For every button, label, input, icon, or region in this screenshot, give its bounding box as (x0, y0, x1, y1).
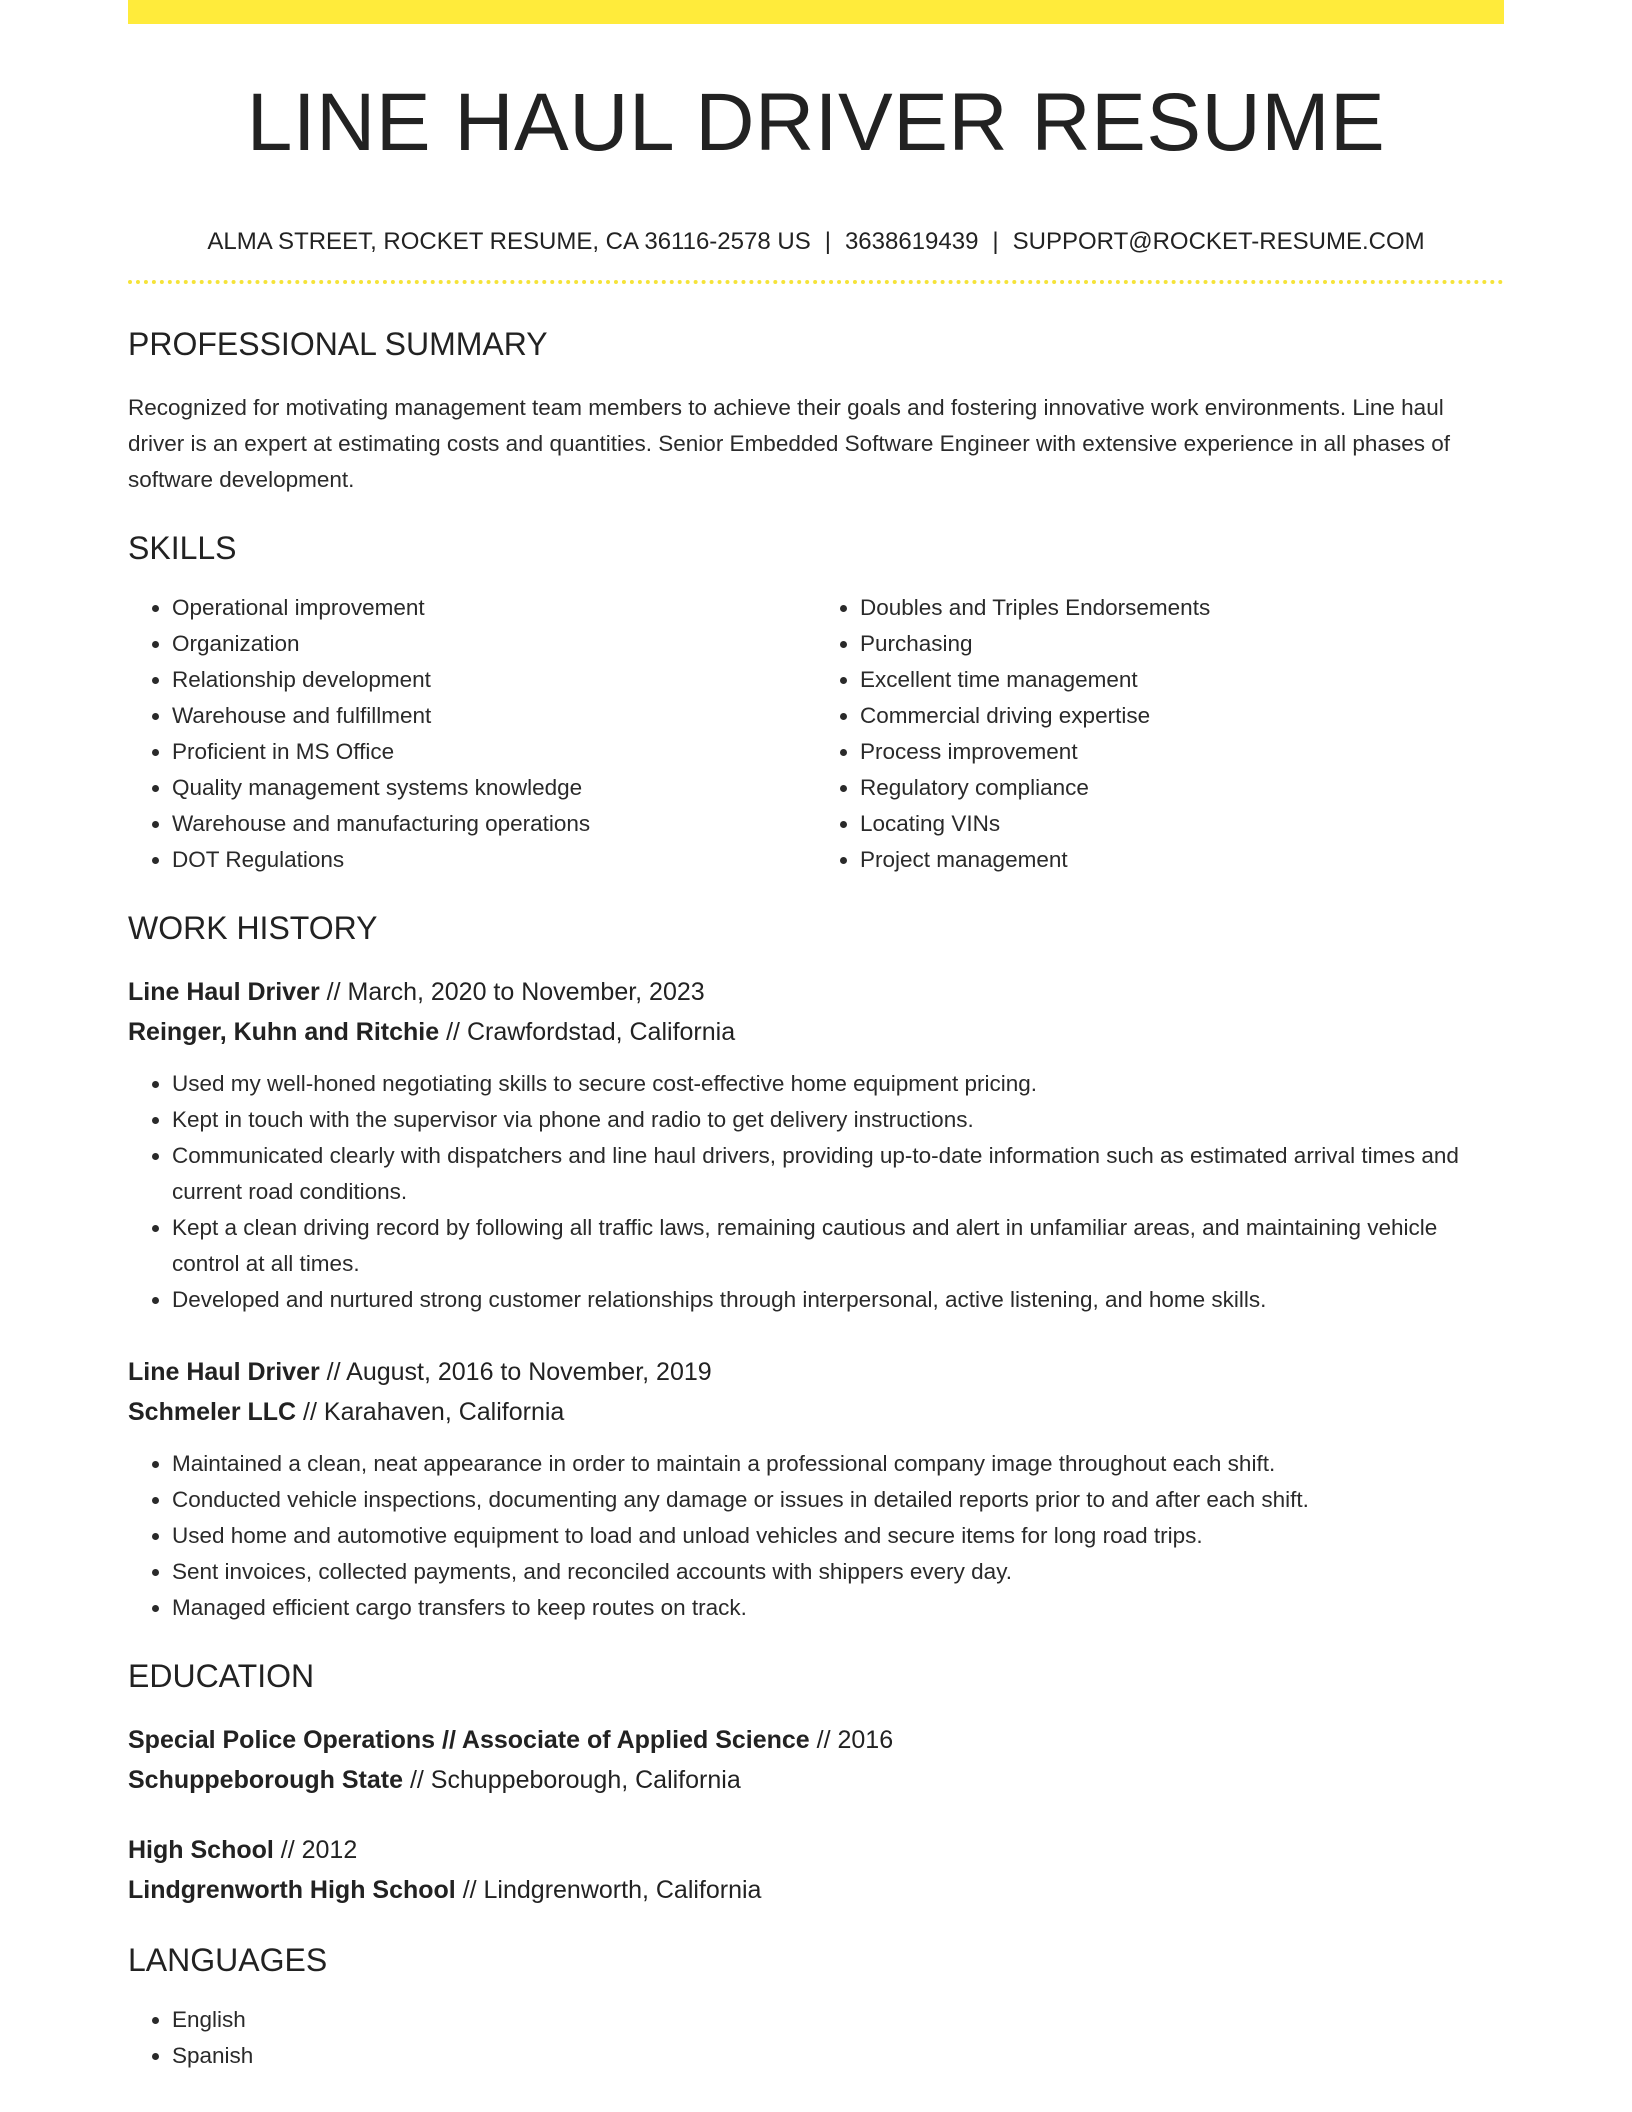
job-company-line (128, 1392, 1504, 1432)
contact-separator: | (992, 228, 999, 255)
skill-item: • Warehouse and manufacturing operations (172, 806, 816, 842)
education-school: Lindgrenworth High School (128, 1876, 456, 1904)
skill-item: • Commercial driving expertise (860, 698, 1504, 734)
education-entry (128, 1720, 1504, 1800)
job-bullet: • Communicated clearly with dispatchers and line haul drivers, providing up-to-date information such as estimated arrival times and current road conditions. (172, 1138, 1504, 1210)
top-accent-bar (128, 0, 1504, 24)
language-item: • Spanish (172, 2038, 1504, 2074)
skills-list-left (128, 590, 816, 878)
job-bullets (128, 1446, 1504, 1626)
skill-item: • Organization (172, 626, 816, 662)
job-title-line (128, 972, 1504, 1012)
job-title: Line Haul Driver (128, 1358, 320, 1386)
skill-item: • Warehouse and fulfillment (172, 698, 816, 734)
contact-email: SUPPORT@ROCKET-RESUME.COM (1012, 228, 1425, 255)
job-title: Line Haul Driver (128, 978, 320, 1006)
job-bullet: • Used home and automotive equipment to load and unload vehicles and secure items for long road trips. (172, 1518, 1504, 1554)
summary-text: Recognized for motivating management team members to achieve their goals and fostering innovative work environments. Line haul driver is an expert at estimating costs and quantities. Senior Embedded Software Engineer with extensive experience in all phases of software development. (128, 395, 1450, 492)
job-location: // Karahaven, California (296, 1398, 565, 1426)
skill-item: • Quality management systems knowledge (172, 770, 816, 806)
skill-item: • Relationship development (172, 662, 816, 698)
job-company: Reinger, Kuhn and Ritchie (128, 1018, 440, 1046)
skill-item: • Project management (860, 842, 1504, 878)
job-bullet: • Developed and nurtured strong customer relationships through interpersonal, active listening, and home skills. (172, 1282, 1504, 1318)
skill-item: • Process improvement (860, 734, 1504, 770)
languages-heading: LANGUAGES (128, 1942, 328, 1978)
job-entry (128, 972, 1504, 1318)
education-school: Schuppeborough State (128, 1766, 403, 1794)
language-item: • English (172, 2002, 1504, 2038)
job-bullet: • Kept a clean driving record by following all traffic laws, remaining cautious and alert in unfamiliar areas, and maintaining vehicle control at all times. (172, 1210, 1504, 1282)
header-divider (128, 280, 1504, 284)
job-bullet: • Conducted vehicle inspections, documenting any damage or issues in detailed reports prior to and after each shift. (172, 1482, 1504, 1518)
skill-item: • Locating VINs (860, 806, 1504, 842)
education-year: // 2016 (809, 1726, 894, 1754)
job-bullets (128, 1066, 1504, 1318)
job-dates: // August, 2016 to November, 2019 (319, 1358, 712, 1386)
skill-item: • Operational improvement (172, 590, 816, 626)
job-bullet: • Managed efficient cargo transfers to keep routes on track. (172, 1590, 1504, 1626)
job-location: // Crawfordstad, California (439, 1018, 736, 1046)
skill-item: • Proficient in MS Office (172, 734, 816, 770)
work-history-heading: WORK HISTORY (128, 910, 378, 946)
job-bullet: • Used my well-honed negotiating skills to secure cost-effective home equipment pricing. (172, 1066, 1504, 1102)
education-location: // Schuppeborough, California (403, 1766, 741, 1794)
education-degree: High School (128, 1836, 274, 1864)
skills-heading: SKILLS (128, 530, 237, 566)
skill-item: • Doubles and Triples Endorsements (860, 590, 1504, 626)
summary-heading: PROFESSIONAL SUMMARY (128, 326, 548, 362)
resume-page (128, 0, 1504, 2074)
skills-columns (128, 590, 1504, 878)
education-school-line (128, 1870, 1504, 1910)
job-company-line (128, 1012, 1504, 1052)
education-degree-line (128, 1720, 1504, 1760)
education-degree-line (128, 1830, 1504, 1870)
skill-item: • Excellent time management (860, 662, 1504, 698)
skill-item: • Regulatory compliance (860, 770, 1504, 806)
contact-phone: 3638619439 (844, 228, 979, 255)
job-dates: // March, 2020 to November, 2023 (319, 978, 705, 1006)
skill-item: • DOT Regulations (172, 842, 816, 878)
languages-list (128, 2002, 1504, 2074)
contact-line (128, 226, 1504, 258)
education-year: // 2012 (273, 1836, 358, 1864)
job-bullet: • Kept in touch with the supervisor via phone and radio to get delivery instructions. (172, 1102, 1504, 1138)
job-title-line (128, 1352, 1504, 1392)
education-school-line (128, 1760, 1504, 1800)
contact-separator: | (824, 228, 831, 255)
skills-list-right (816, 590, 1504, 878)
education-heading: EDUCATION (128, 1658, 315, 1694)
job-entry (128, 1352, 1504, 1626)
resume-title: LINE HAUL DRIVER RESUME (246, 77, 1386, 168)
job-company: Schmeler LLC (128, 1398, 297, 1426)
education-entry (128, 1830, 1504, 1910)
education-location: // Lindgrenworth, California (455, 1876, 762, 1904)
contact-address: ALMA STREET, ROCKET RESUME, CA 36116-2578 US (207, 228, 811, 255)
education-degree: Special Police Operations // Associate of Applied Science (128, 1726, 810, 1754)
skill-item: • Purchasing (860, 626, 1504, 662)
job-bullet: • Maintained a clean, neat appearance in order to maintain a professional company image throughout each shift. (172, 1446, 1504, 1482)
job-bullet: • Sent invoices, collected payments, and reconciled accounts with shippers every day. (172, 1554, 1504, 1590)
